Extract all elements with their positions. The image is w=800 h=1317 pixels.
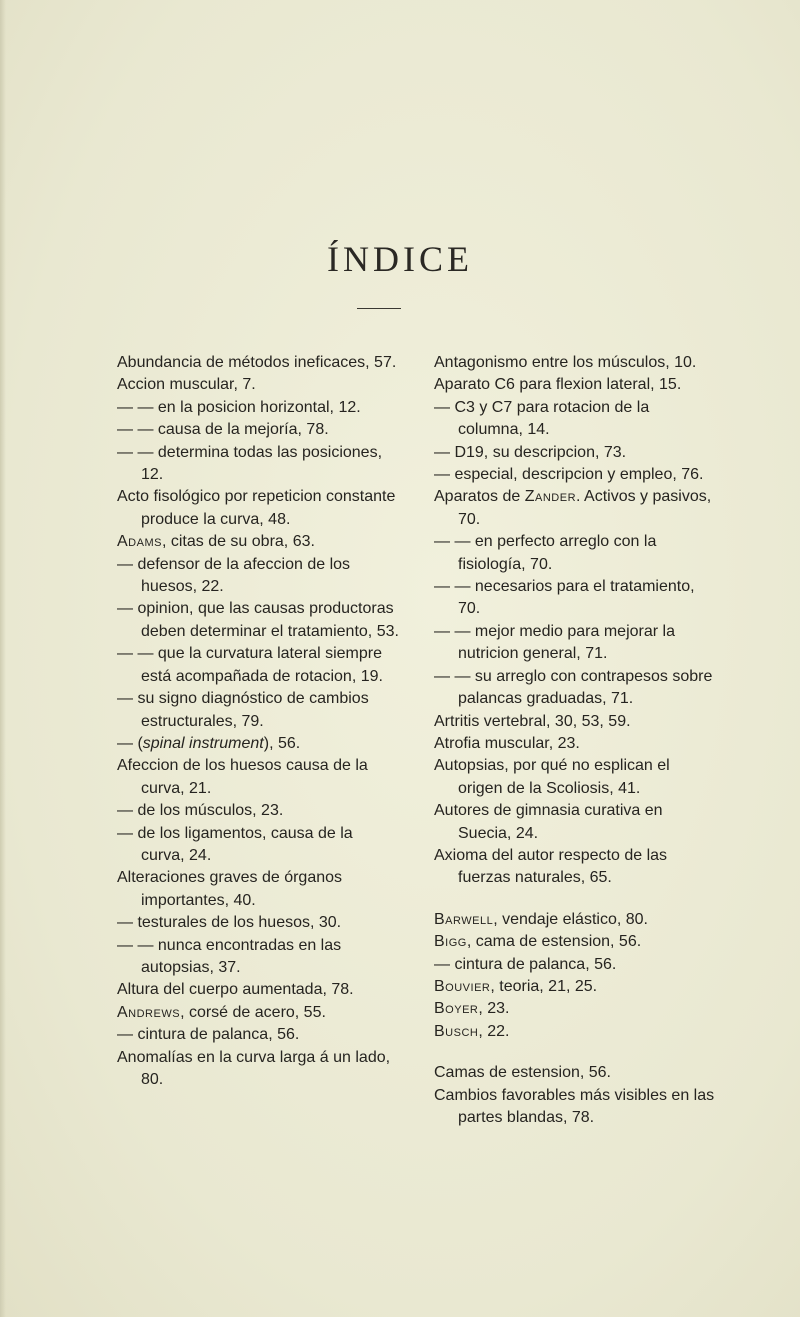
section-gap — [434, 890, 716, 909]
index-entry — [434, 931, 716, 953]
index-entry: — — mejor medio para mejorar la nutricion general, 71. — [434, 622, 675, 663]
entry-dash: — ( — [117, 734, 143, 752]
index-entry: — cintura de palanca, 56. — [117, 1026, 300, 1044]
author-name: Zander — [524, 488, 577, 506]
index-entry: Acto fisológico por repeticion constante produce la curva, 48. — [117, 488, 396, 528]
index-entry: — de los músculos, 23. — [117, 802, 284, 820]
index-entry: Accion muscular, 7. — [117, 376, 256, 394]
index-entry: Anomalías en la curva larga á un lado, 80. — [117, 1048, 391, 1088]
index-entry: — — en la posicion horizontal, 12. — [117, 398, 361, 416]
index-entry: Alteraciones graves de órganos importantes, 40. — [117, 869, 343, 909]
entry-text: ), 56. — [263, 734, 301, 752]
author-name: Boyer — [434, 1000, 479, 1018]
entry-text: , vendaje elástico, 80. — [493, 910, 648, 928]
index-entry: Autopsias, por qué no esplican el origen de la Scoliosis, 41. — [434, 757, 670, 797]
index-entry: Altura del cuerpo aumentada, 78. — [117, 981, 354, 999]
index-entry: — — su arreglo con contrapesos sobre palancas graduadas, 71. — [434, 667, 713, 708]
entry-text: , citas de su obra, 63. — [161, 533, 315, 551]
index-entry: — opinion, que las causas productoras deben determinar el tratamiento, 53. — [117, 600, 399, 640]
index-column-left — [117, 352, 399, 1091]
index-entry: — — que la curvatura lateral siempre está acompañada de rotacion, 19. — [117, 645, 383, 685]
index-entry — [434, 486, 716, 531]
index-entry: — D19, su descripcion, 73. — [434, 443, 627, 461]
index-entry: Abundancia de métodos ineficaces, 57. — [117, 354, 397, 371]
index-entry: Axioma del autor respecto de las fuerzas naturales, 65. — [434, 846, 668, 887]
index-entry: — cintura de palanca, 56. — [434, 955, 617, 973]
title-rule — [357, 308, 401, 309]
section-gap — [434, 1043, 716, 1062]
index-entry: — — en perfecto arreglo con la fisiología, 70. — [434, 533, 657, 573]
entry-text: Aparatos de — [434, 488, 525, 506]
index-entry: — — causa de la mejoría, 78. — [117, 421, 329, 439]
index-column-right — [434, 352, 716, 1129]
author-name: Bigg — [434, 933, 467, 951]
entry-text: , cama de estension, 56. — [466, 933, 642, 951]
index-title: ÍNDICE — [327, 239, 473, 279]
author-name: Barwell — [434, 910, 494, 928]
entry-text: . Activos y pasivos, 70. — [458, 488, 712, 528]
index-entry: — — determina todas las posiciones, 12. — [117, 443, 383, 484]
index-entry: — de los ligamentos, causa de la curva, 24. — [117, 824, 353, 864]
index-entry: — C3 y C7 para rotacion de la columna, 14. — [434, 398, 650, 439]
index-entry — [117, 733, 399, 755]
index-entry: Afeccion de los huesos causa de la curva, 21. — [117, 757, 368, 797]
author-name: Busch — [434, 1022, 479, 1040]
index-entry — [434, 1021, 716, 1043]
author-name: Bouvier — [434, 977, 491, 995]
index-entry: Atrofia muscular, 23. — [434, 734, 580, 752]
index-entry: — — nunca encontradas en las autopsias, 37. — [117, 936, 342, 976]
entry-text: , 23. — [478, 1000, 510, 1018]
index-entry — [117, 1002, 399, 1024]
index-entry: Artritis vertebral, 30, 53, 59. — [434, 712, 631, 730]
entry-text: , teoria, 21, 25. — [490, 977, 598, 995]
author-name: Andrews — [117, 1003, 181, 1021]
index-entry: — testurales de los huesos, 30. — [117, 914, 342, 932]
author-name: Adams — [117, 533, 162, 551]
index-entry — [434, 998, 716, 1020]
page-edge-shadow — [0, 0, 6, 1317]
index-entry: Camas de estension, 56. — [434, 1064, 611, 1082]
index-entry: — su signo diagnóstico de cambios estructurales, 79. — [117, 690, 369, 730]
entry-text: , corsé de acero, 55. — [180, 1003, 326, 1021]
index-entry — [117, 531, 399, 553]
index-entry — [434, 976, 716, 998]
index-entry: Autores de gimnasia curativa en Suecia, 24. — [434, 802, 663, 842]
entry-text: , 22. — [478, 1022, 510, 1040]
entry-italic: spinal instrument — [142, 734, 264, 752]
index-entry: — especial, descripcion y empleo, 76. — [434, 466, 704, 484]
index-entry — [434, 909, 716, 931]
index-entry: Cambios favorables más visibles en las partes blandas, 78. — [434, 1086, 715, 1126]
index-entry: — — necesarios para el tratamiento, 70. — [434, 578, 695, 618]
index-entry: — defensor de la afeccion de los huesos, 22. — [117, 555, 351, 596]
index-entry: Antagonismo entre los músculos, 10. — [434, 354, 697, 371]
index-entry: Aparato C6 para flexion lateral, 15. — [434, 376, 682, 394]
